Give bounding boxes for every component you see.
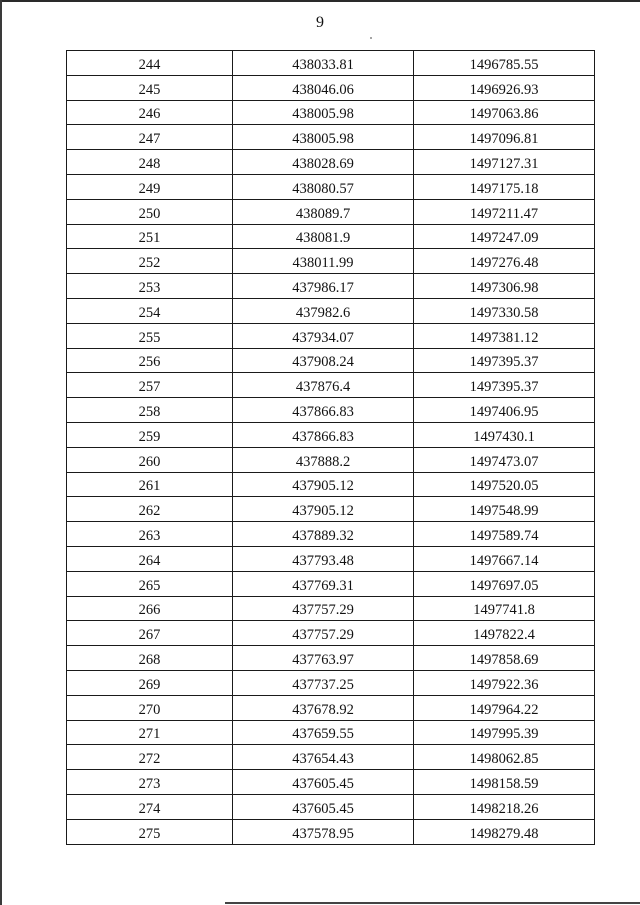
point-number-cell: 247 [67, 125, 233, 150]
scan-edge-bottom [225, 902, 640, 904]
y-coordinate-cell: 1498158.59 [414, 770, 595, 795]
point-number-cell: 258 [67, 398, 233, 423]
x-coordinate-cell: 438080.57 [233, 174, 414, 199]
x-coordinate-cell: 438028.69 [233, 150, 414, 175]
y-coordinate-cell: 1497922.36 [414, 670, 595, 695]
x-coordinate-cell: 437908.24 [233, 348, 414, 373]
page-number: 9 [316, 14, 324, 31]
point-number-cell: 253 [67, 274, 233, 299]
table-row [67, 224, 595, 249]
table-row [67, 249, 595, 274]
x-coordinate-cell: 437866.83 [233, 422, 414, 447]
x-coordinate-cell: 437737.25 [233, 670, 414, 695]
x-coordinate-cell: 438081.9 [233, 224, 414, 249]
x-coordinate-cell: 438005.98 [233, 100, 414, 125]
table-row [67, 770, 595, 795]
x-coordinate-cell: 437605.45 [233, 794, 414, 819]
table-row [67, 447, 595, 472]
table-row [67, 794, 595, 819]
x-coordinate-cell: 437793.48 [233, 546, 414, 571]
y-coordinate-cell: 1497211.47 [414, 199, 595, 224]
y-coordinate-cell: 1497822.4 [414, 621, 595, 646]
y-coordinate-cell: 1498279.48 [414, 819, 595, 844]
table-row [67, 199, 595, 224]
point-number-cell: 249 [67, 174, 233, 199]
x-coordinate-cell: 437934.07 [233, 323, 414, 348]
y-coordinate-cell: 1497247.09 [414, 224, 595, 249]
point-number-cell: 268 [67, 646, 233, 671]
table-row [67, 819, 595, 844]
table-row [67, 745, 595, 770]
point-number-cell: 271 [67, 720, 233, 745]
scan-edge-left [0, 0, 2, 905]
y-coordinate-cell: 1497127.31 [414, 150, 595, 175]
table-row [67, 670, 595, 695]
point-number-cell: 257 [67, 373, 233, 398]
y-coordinate-cell: 1497589.74 [414, 522, 595, 547]
point-number-cell: 252 [67, 249, 233, 274]
x-coordinate-cell: 438005.98 [233, 125, 414, 150]
point-number-cell: 269 [67, 670, 233, 695]
table-row [67, 646, 595, 671]
table-row [67, 720, 595, 745]
y-coordinate-cell: 1497395.37 [414, 348, 595, 373]
y-coordinate-cell: 1497276.48 [414, 249, 595, 274]
y-coordinate-cell: 1497667.14 [414, 546, 595, 571]
y-coordinate-cell: 1497175.18 [414, 174, 595, 199]
table-row [67, 398, 595, 423]
table-row [67, 571, 595, 596]
point-number-cell: 262 [67, 497, 233, 522]
x-coordinate-cell: 437678.92 [233, 695, 414, 720]
point-number-cell: 264 [67, 546, 233, 571]
y-coordinate-cell: 1497063.86 [414, 100, 595, 125]
coordinates-table [66, 50, 595, 845]
y-coordinate-cell: 1497548.99 [414, 497, 595, 522]
x-coordinate-cell: 437905.12 [233, 472, 414, 497]
point-number-cell: 260 [67, 447, 233, 472]
point-number-cell: 251 [67, 224, 233, 249]
y-coordinate-cell: 1498062.85 [414, 745, 595, 770]
table-row [67, 621, 595, 646]
table-row [67, 695, 595, 720]
y-coordinate-cell: 1497520.05 [414, 472, 595, 497]
table-row [67, 373, 595, 398]
scan-edge-top [0, 0, 640, 2]
table-row [67, 274, 595, 299]
x-coordinate-cell: 437889.32 [233, 522, 414, 547]
x-coordinate-cell: 437659.55 [233, 720, 414, 745]
x-coordinate-cell: 438011.99 [233, 249, 414, 274]
x-coordinate-cell: 438046.06 [233, 75, 414, 100]
point-number-cell: 256 [67, 348, 233, 373]
table-row [67, 150, 595, 175]
point-number-cell: 274 [67, 794, 233, 819]
table-row [67, 348, 595, 373]
table-row [67, 125, 595, 150]
y-coordinate-cell: 1497995.39 [414, 720, 595, 745]
point-number-cell: 248 [67, 150, 233, 175]
table-row [67, 497, 595, 522]
x-coordinate-cell: 437757.29 [233, 621, 414, 646]
x-coordinate-cell: 437986.17 [233, 274, 414, 299]
x-coordinate-cell: 437763.97 [233, 646, 414, 671]
y-coordinate-cell: 1497430.1 [414, 422, 595, 447]
y-coordinate-cell: 1496926.93 [414, 75, 595, 100]
table-row [67, 546, 595, 571]
point-number-cell: 265 [67, 571, 233, 596]
y-coordinate-cell: 1497096.81 [414, 125, 595, 150]
table-row [67, 100, 595, 125]
point-number-cell: 275 [67, 819, 233, 844]
y-coordinate-cell: 1497741.8 [414, 596, 595, 621]
y-coordinate-cell: 1497381.12 [414, 323, 595, 348]
x-coordinate-cell: 437982.6 [233, 298, 414, 323]
point-number-cell: 273 [67, 770, 233, 795]
point-number-cell: 267 [67, 621, 233, 646]
x-coordinate-cell: 437578.95 [233, 819, 414, 844]
y-coordinate-cell: 1497964.22 [414, 695, 595, 720]
y-coordinate-cell: 1497858.69 [414, 646, 595, 671]
x-coordinate-cell: 437757.29 [233, 596, 414, 621]
point-number-cell: 254 [67, 298, 233, 323]
table-row [67, 596, 595, 621]
point-number-cell: 270 [67, 695, 233, 720]
table-row [67, 298, 595, 323]
point-number-cell: 245 [67, 75, 233, 100]
table-row [67, 323, 595, 348]
y-coordinate-cell: 1496785.55 [414, 51, 595, 76]
x-coordinate-cell: 437769.31 [233, 571, 414, 596]
x-coordinate-cell: 437888.2 [233, 447, 414, 472]
y-coordinate-cell: 1497330.58 [414, 298, 595, 323]
table-row [67, 75, 595, 100]
y-coordinate-cell: 1497306.98 [414, 274, 595, 299]
x-coordinate-cell: 437905.12 [233, 497, 414, 522]
point-number-cell: 266 [67, 596, 233, 621]
coordinates-table-body [67, 51, 595, 845]
scan-speck [370, 37, 372, 39]
y-coordinate-cell: 1497395.37 [414, 373, 595, 398]
point-number-cell: 261 [67, 472, 233, 497]
table-row [67, 174, 595, 199]
point-number-cell: 246 [67, 100, 233, 125]
point-number-cell: 244 [67, 51, 233, 76]
x-coordinate-cell: 437876.4 [233, 373, 414, 398]
x-coordinate-cell: 437654.43 [233, 745, 414, 770]
y-coordinate-cell: 1497697.05 [414, 571, 595, 596]
y-coordinate-cell: 1497406.95 [414, 398, 595, 423]
y-coordinate-cell: 1497473.07 [414, 447, 595, 472]
table-row [67, 522, 595, 547]
point-number-cell: 263 [67, 522, 233, 547]
table-row [67, 422, 595, 447]
x-coordinate-cell: 438089.7 [233, 199, 414, 224]
x-coordinate-cell: 437605.45 [233, 770, 414, 795]
point-number-cell: 259 [67, 422, 233, 447]
y-coordinate-cell: 1498218.26 [414, 794, 595, 819]
x-coordinate-cell: 438033.81 [233, 51, 414, 76]
x-coordinate-cell: 437866.83 [233, 398, 414, 423]
table-row [67, 51, 595, 76]
point-number-cell: 255 [67, 323, 233, 348]
table-row [67, 472, 595, 497]
point-number-cell: 250 [67, 199, 233, 224]
point-number-cell: 272 [67, 745, 233, 770]
